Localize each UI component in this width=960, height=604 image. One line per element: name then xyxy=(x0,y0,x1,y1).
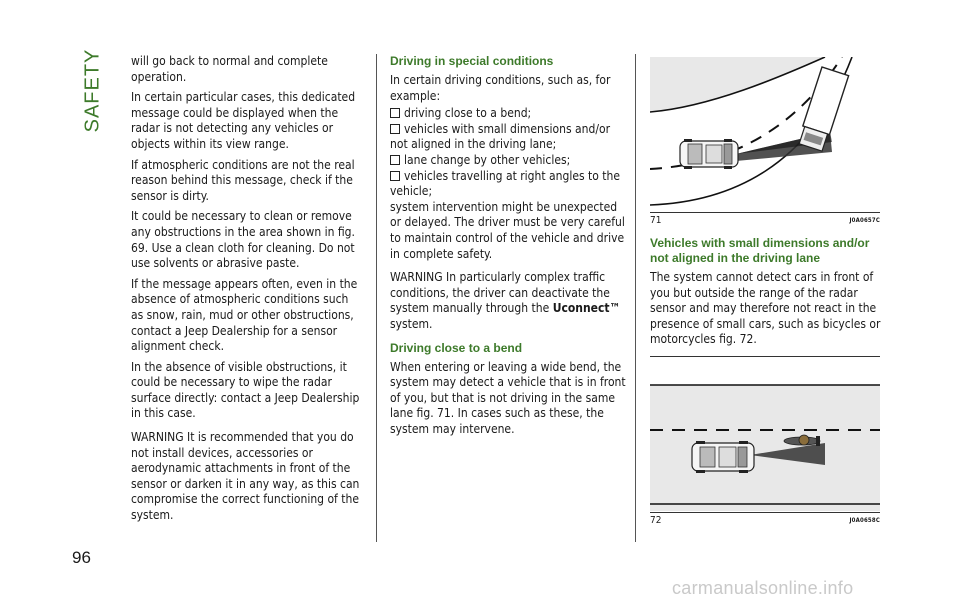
figure-code: J0A0658C xyxy=(849,517,880,524)
heading-special-conditions: Driving in special conditions xyxy=(390,54,554,68)
section-tab xyxy=(82,50,104,130)
checkbox-icon xyxy=(390,124,400,134)
list-item: vehicles travelling at right angles to the vehicle; xyxy=(390,168,621,199)
figure-72 xyxy=(650,356,880,526)
paragraph: In certain particular cases, this dedicated message could be displayed when the radar is not detecting any vehicles or objects within its view range. xyxy=(131,90,356,151)
list-item: driving close to a bend; xyxy=(390,106,626,122)
list-item: lane change by other vehicles; xyxy=(390,153,626,169)
paragraph: When entering or leaving a wide bend, the system may detect a vehicle that is in front of you, but that is not driving in the same lane fig. 71. In cases such as these, the system may intervene. xyxy=(390,359,626,436)
paragraph: system intervention might be unexpected or delayed. The driver must be very careful to maintain control of the vehicle and drive in complete safety. xyxy=(390,199,625,261)
paragraph: In the absence of visible obstructions, it could be necessary to wipe the radar surface directly: contact a Jeep Dealership in this case. xyxy=(131,359,360,421)
column-left xyxy=(131,54,363,529)
checkbox-icon xyxy=(390,155,400,165)
paragraph: If the message appears often, even in the absence of atmospheric conditions such as snow, rain, mud or other obstructions, contact a Jeep Dealership for a sensor alignment check. xyxy=(131,276,358,354)
checkbox-icon xyxy=(390,171,400,181)
warning-paragraph: WARNING In particularly complex traffic conditions, the driver can deactivate the system manually through the Uconnect™ system. xyxy=(390,270,621,331)
warning-paragraph: WARNING It is recommended that you do not install devices, accessories or aerodynamic attachments in front of the sensor or darken it in any way, as this can compromise the correct functioning of the system. xyxy=(131,430,360,523)
paragraph: will go back to normal and complete operation. xyxy=(131,54,328,84)
paragraph: It could be necessary to clean or remove any obstructions in the area shown in fig. 69. Use a clean cloth for cleaning. Do not use solvents or abrasive paste. xyxy=(131,209,355,271)
bend-illustration xyxy=(650,57,880,212)
page-number: 96 xyxy=(72,548,91,567)
motorcycle-illustration xyxy=(650,357,880,512)
condition-list xyxy=(390,106,626,200)
heading-small-vehicles: Vehicles with small dimensions and/or not aligned in the driving lane xyxy=(650,236,870,265)
section-title: SAFETY xyxy=(81,48,104,132)
paragraph: If atmospheric conditions are not the real reason behind this message, check if the sensor is dirty. xyxy=(131,157,355,203)
figure-code: J0A0657C xyxy=(849,217,880,224)
column-middle xyxy=(390,54,626,442)
paragraph: The system cannot detect cars in front of you but outside the range of the radar sensor and may therefore not react in the presence of small cars, such as bicycles or motorcycles fig. 72. xyxy=(650,270,881,347)
figure-number: 72 xyxy=(650,515,662,526)
figure-caption xyxy=(650,212,880,226)
uconnect-label: Uconnect™ xyxy=(552,301,621,316)
heading-bend: Driving close to a bend xyxy=(390,340,523,355)
column-right xyxy=(650,236,882,353)
column-divider xyxy=(376,54,377,542)
watermark: carmanualsonline.info xyxy=(672,578,854,598)
column-divider xyxy=(635,54,636,542)
figure-number: 71 xyxy=(650,215,662,226)
list-item: vehicles with small dimensions and/or not aligned in the driving lane; xyxy=(390,121,611,152)
checkbox-icon xyxy=(390,108,400,118)
figure-71 xyxy=(650,57,880,226)
paragraph: In certain driving conditions, such as, for example: xyxy=(390,73,611,103)
figure-caption xyxy=(650,512,880,526)
